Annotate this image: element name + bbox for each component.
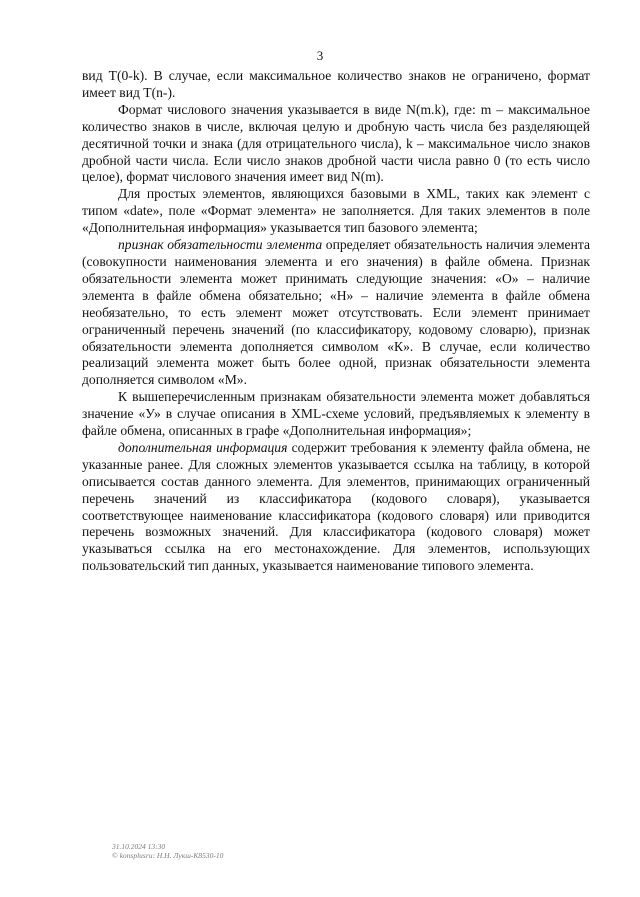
document-body [82,68,590,575]
paragraph-mandatory-flag [82,237,590,389]
paragraph-numeric-format: Формат числового значения указывается в виде N(m.k), где: m – максимальное количество знаков в числе, включая целую и дробную часть числа без разделяющей десятичной точки и знака (для отрицательного числа), k – максимальное число знаков дробной части числа. Если число знаков дробной части числа равно 0 (то есть число целое), формат числового значения имеет вид N(m). [82,101,590,185]
paragraph-additional-info-text: содержит требования к элементу файла обмена, не указанные ранее. Для сложных элементов указывается ссылка на таблицу, в которой описывается состав данного элемента. Для элементов, принимающих ограниченный перечень значений из классификатора (кодового словаря), указывается соответствующее наименование классификатора (кодового словаря) или приводится перечень возможных значений. Для классификатора (кодового словаря) может указываться ссылка на его местонахождение. Для элементов, использующих пользовательский тип данных, указывается наименование типового элемента. [82,439,591,574]
paragraph-additional-info [82,440,590,575]
paragraph-base-xml-types: Для простых элементов, являющихся базовыми в XML, таких как элемент с типом «date», поле «Формат элемента» не заполняется. Для таких элементов в поле «Дополнительная информация» указывается тип базового элемента; [82,186,590,236]
footer-timestamp: 31.10.2024 13:30 [112,842,166,851]
paragraph-mandatory-flag-text: определяет обязательность наличия элемента (совокупности наименования элемента и его значения) в файле обмена. Признак обязательности элемента может принимать следующие значения: «О» – наличие элемента в файле обмена обязательно; «Н» – наличие элемента в файле обмена необязательно, то есть элемент может отсутствовать. Если элемент принимает ограниченный перечень значений (по классификатору, кодовому словарю), признак обязательности элемента дополняется символом «К». В случае, если количество реализаций элемента может быть более одной, признак обязательности элемента дополняется символом «М». [82,237,590,388]
paragraph-text-format-continuation: вид T(0-k). В случае, если максимальное количество знаков не ограничено, формат имеет вид T(n-). [82,68,590,100]
paragraph-condition-flag: К вышеперечисленным признакам обязательности элемента может добавляться значение «У» в случае описания в XML-схеме условий, предъявляемых к элементу в файле обмена, описанных в графе «Дополнительная информация»; [82,389,590,439]
term-mandatory-flag: признак обязательности элемента [118,237,323,253]
term-additional-info: дополнительная информация [118,439,288,455]
page-number: 3 [316,48,324,63]
footer-stamp [112,842,223,860]
footer-source: © konsplusru: Н.Н. Лукш-К8530-10 [112,851,224,860]
